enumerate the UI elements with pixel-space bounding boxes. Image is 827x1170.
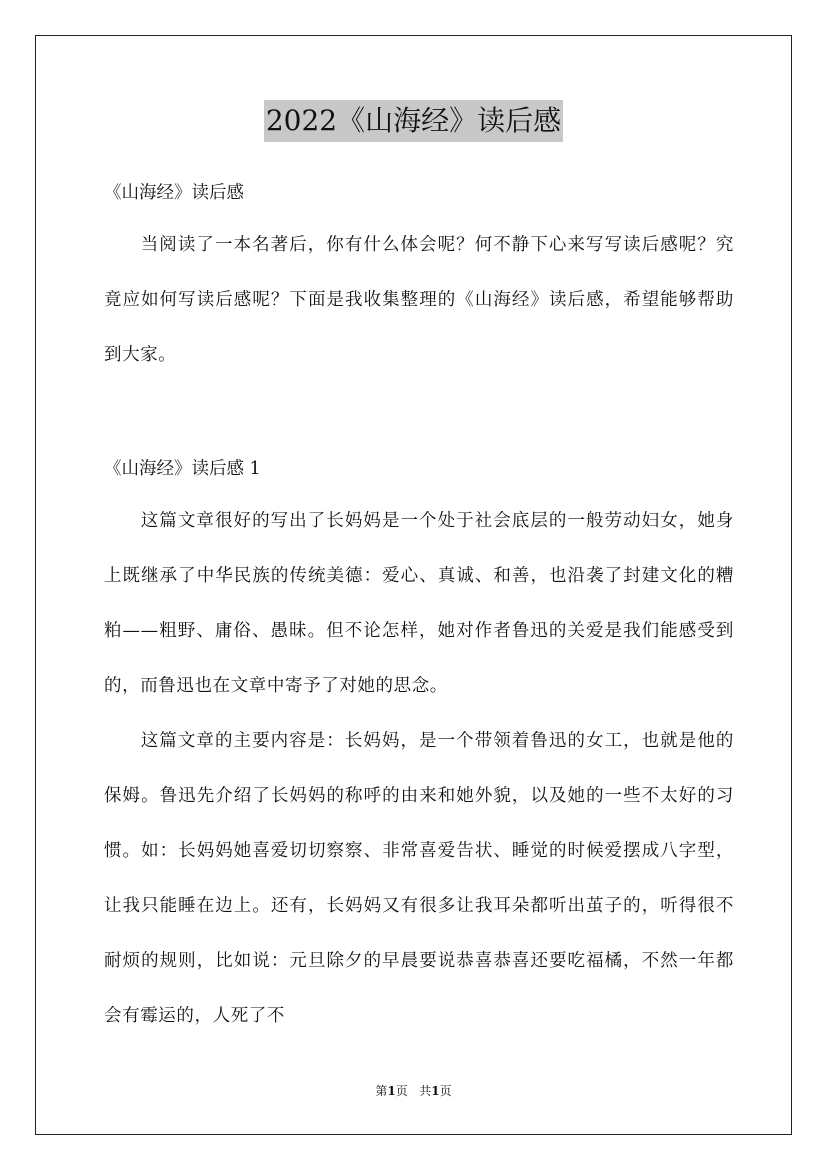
section1-paragraph-1: 这篇文章很好的写出了长妈妈是一个处于社会底层的一般劳动妇女，她身上既继承了中华民族的传统美德：爱心、真诚、和善，也沿袭了封建文化的糟粕——粗野、庸俗、愚昧。但不论怎样，她对作者鲁迅的关爱是我们能感受到的，而鲁迅也在文章中寄予了对她的思念。 (104, 511, 734, 696)
section-gap (104, 383, 734, 444)
page-prefix: 第 (375, 1084, 388, 1098)
total-number: 1 (431, 1084, 440, 1098)
page-suffix: 页 (395, 1084, 408, 1098)
section1-paragraph-2: 这篇文章的主要内容是：长妈妈，是一个带领着鲁迅的女工，也就是他的保姆。鲁迅先介绍了长妈妈的称呼的由来和她外貌，以及她的一些不太好的习惯。如：长妈妈她喜爱切切察察、非常喜爱告状、睡觉的时候爱摆成八字型，让我只能睡在边上。还有，长妈妈又有很多让我耳朵都听出茧子的，听得很不耐烦的规则，比如说：元旦除夕的早晨要说恭喜恭喜还要吃福橘，不然一年都会有霉运的，人死了不 (104, 731, 734, 1026)
page-number: 1 (387, 1084, 396, 1098)
page-footer (0, 1083, 827, 1099)
total-prefix: 共 (419, 1084, 432, 1098)
document-title-text: 2022《山海经》读后感 (264, 100, 563, 142)
document-body (104, 168, 734, 1044)
intro-heading: 《山海经》读后感 (104, 183, 244, 203)
intro-paragraph: 当阅读了一本名著后，你有什么体会呢？何不静下心来写写读后感呢？究竟应如何写读后感呢？下面是我收集整理的《山海经》读后感，希望能够帮助到大家。 (104, 235, 734, 365)
section1-heading: 《山海经》读后感 1 (104, 459, 261, 479)
document-title (0, 100, 827, 142)
total-suffix: 页 (439, 1084, 452, 1098)
